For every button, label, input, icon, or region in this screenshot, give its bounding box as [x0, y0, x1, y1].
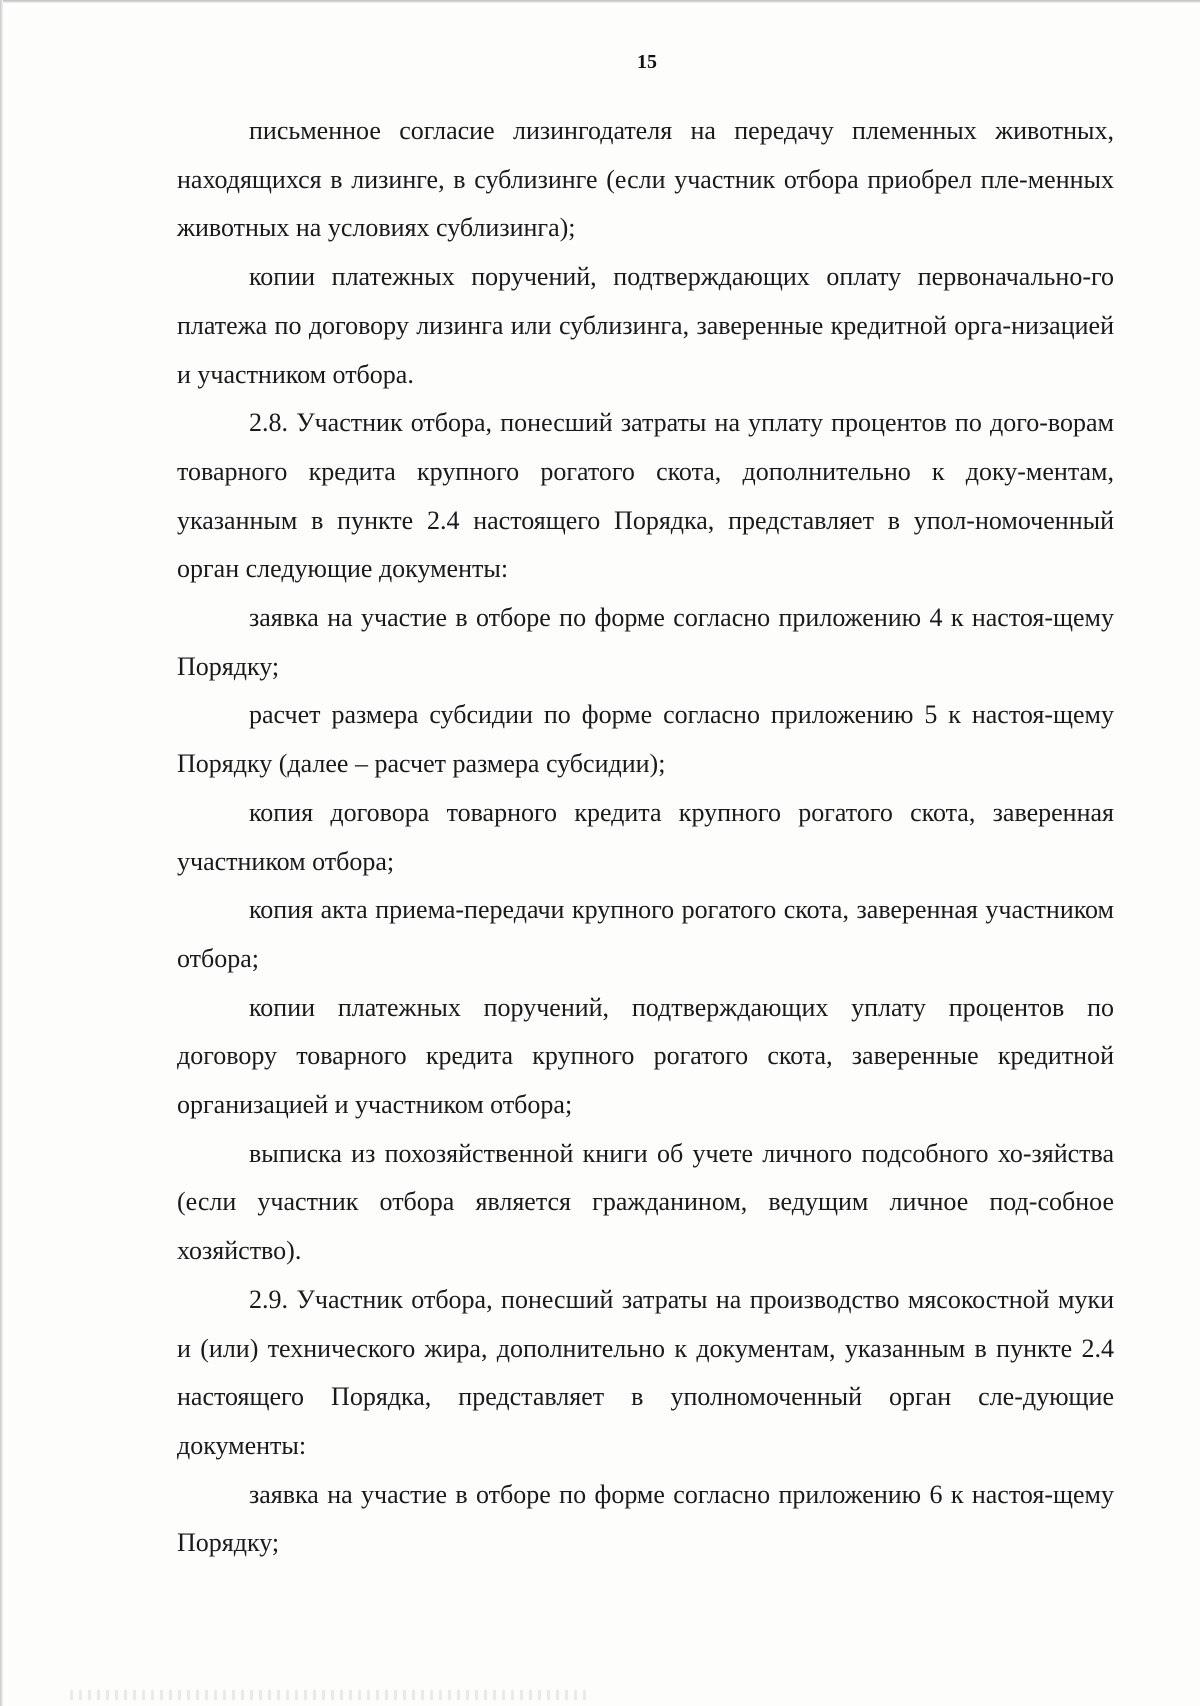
paragraph: копия акта приема-передачи крупного рогатого скота, заверенная участником отбора;: [177, 895, 1114, 973]
paragraph: копия договора товарного кредита крупного рогатого скота, заверенная участником отбора;: [177, 797, 1114, 876]
page-number: 15: [637, 51, 657, 73]
paragraph: выписка из похозяйственной книги об учете личного подсобного хо-зяйства (если участник отбора является гражданином, ведущим личное под-собное хозяйство).: [177, 1138, 1114, 1266]
paragraph: копии платежных поручений, подтверждающих оплату первоначально-го платежа по договору лизинга или сублизинга, заверенные кредитной орга-низацией и участником отбора.: [177, 262, 1114, 389]
paragraph: расчет размера субсидии по форме согласно приложению 5 к настоя-щему Порядку (далее – расчет размера субсидии);: [177, 700, 1114, 779]
paragraph: письменное согласие лизингодателя на передачу племенных животных, находящихся в лизинге, в сублизинге (если участник отбора приобрел пле-менных животных на условиях сублизинга);: [177, 116, 1114, 243]
paragraph: копии платежных поручений, подтверждающих уплату процентов по договору товарного кредита крупного рогатого скота, заверенные кредитной организацией и участником отбора;: [177, 992, 1114, 1120]
document-body: [177, 107, 1114, 1568]
paragraph: 2.9. Участник отбора, понесший затраты на производство мясокостной муки и (или) технического жира, дополнительно к документам, указанным в пункте 2.4 настоящего Порядка, представляет в уполномоченный орган сле-дующие документы:: [177, 1284, 1114, 1460]
scan-noise-bottom: [70, 1690, 590, 1700]
paragraph: заявка на участие в отборе по форме согласно приложению 4 к настоя-щему Порядку;: [177, 603, 1114, 681]
scan-edge-left: [0, 0, 3, 1706]
paragraph: заявка на участие в отборе по форме согласно приложению 6 к настоя-щему Порядку;: [177, 1479, 1114, 1558]
paragraph: 2.8. Участник отбора, понесший затраты на уплату процентов по дого-ворам товарного кредита крупного рогатого скота, дополнительно к доку-ментам, указанным в пункте 2.4 настоящего Порядка, представляет в упол-номоченный орган следующие документы:: [177, 408, 1114, 584]
scan-edge-top: [0, 0, 1200, 3]
